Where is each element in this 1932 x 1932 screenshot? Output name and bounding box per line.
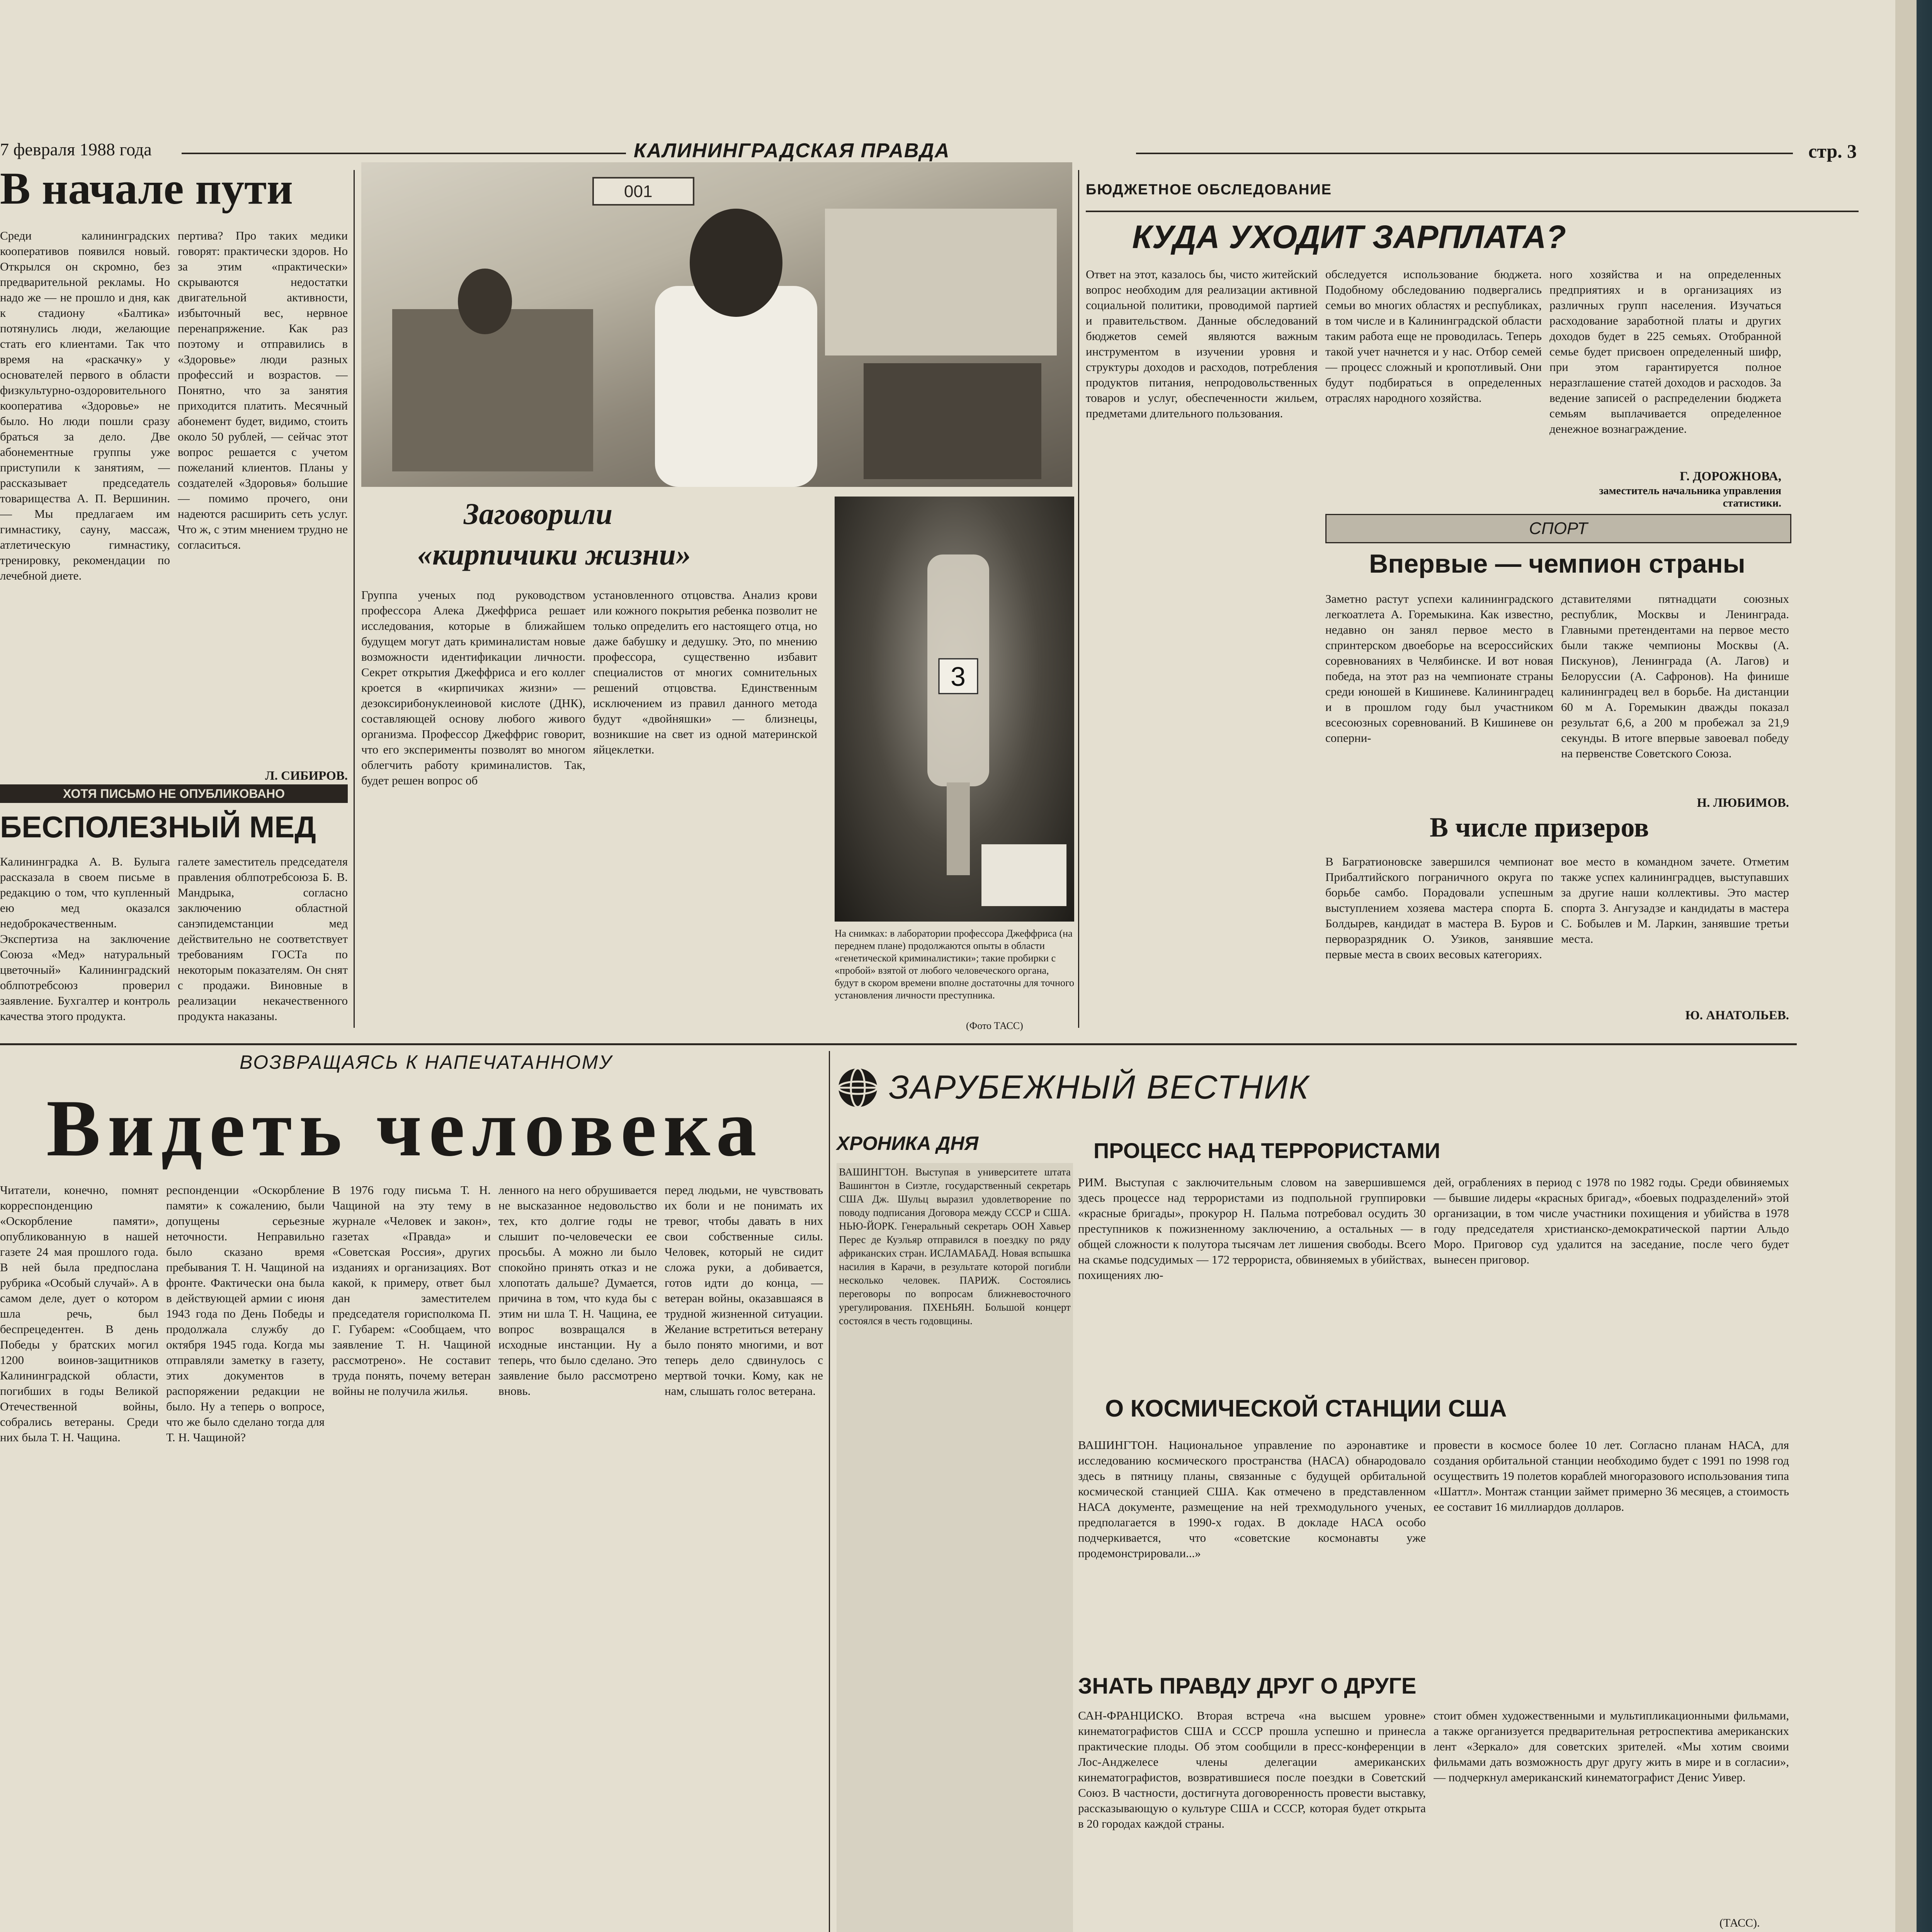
article-kirpichiki-col2: установленного отцовства. Анализ крови или кожного покрытия ребенка позволит не только определить его настоящего отца, но даже бабушку и дедушку. Это, по мнению профессора, существенно избавит специалистов от многих сомнительных решений отцовства. Единственным исключением из правил данного метода будут «двойняшки» — близнецы, возникшие на свет из одной материнской яйцеклетки. xyxy=(593,588,817,756)
lab-photo xyxy=(361,162,1072,487)
lab-photo-caption: На снимках: в лаборатории профессора Джеффриса (на переднем плане) продолжаются опыты в области «генетической криминалистики»; такие пробирки с «пробой» взятой от любого человеческого органа, будут в скором времени вполне достаточны для точного установления личности преступника. xyxy=(835,928,1074,1001)
videti-col3: В 1976 году письма Т. Н. Чащиной на эту тему в журнале «Человек и закон», газетах «Правда» и «Советская Россия», других изданиях и организациях. Вот какой, к примеру, ответ был дан заместителем председателя горисполкома П. Г. Губарем: «Сообщаем, что заявление Т. Н. Чащиной рассмотрено». Не составит труда понять, почему ветеран войны не получила жилья. xyxy=(332,1183,491,1398)
article-med-col2: галете заместитель председателя правления облпотребсоюза Б. В. Мандрыка, согласно заключению областной санэпидемстанции мед действительно не соответствует требованиям ГОСТа по некоторым показателям. Он снят с продажи. Виновные в реализации некачественного продукта наказаны. xyxy=(178,855,348,1023)
prize-col1: В Багратионовске завершился чемпионат Прибалтийского пограничного округа по борьбе самбо. Порадовали успешным выступлением хозяева мастера спорта Б. Болдырев, кандидат в мастера В. Буров и перворазрядник О. Узиков, занявшие первые места в своих весовых категориях. xyxy=(1325,855,1553,961)
budget-col3: ного хозяйства и на определенных предприятиях и в организациях из различных групп населения. Изучаться расходование заработной платы и других доходов будет в 225 семьях. Отобранной семье будет присвоен определенный шифр, при этом гарантируется полное неразглашение статей доходов и расходов. За ведение записей о распределении бюджета семьям выплачивается определенное денежное вознаграждение. xyxy=(1549,267,1781,435)
page-number: стр. 3 xyxy=(1808,140,1857,162)
archive-binder xyxy=(1917,0,1932,1932)
article-title-vpervye-chempion: Впервые — чемпион страны xyxy=(1369,549,1745,578)
process-col1: РИМ. Выступая с заключительным словом на завершившемся здесь процессе над террористами из подпольной группировки «красные бригады», прокурор Н. Пальма потребовал осудить 30 преступников к пожизненному заключению, а остальных — в общей сложности к полутора тысячам лет лишения свободы. Всего на скамье подсудимых — 172 террориста, обвиняемых в убийствах, похищениях лю- xyxy=(1078,1175,1426,1282)
usa-col2: провести в космосе более 10 лет. Согласно планам НАСА, для создания орбитальной станции необходимо будет с 1991 по 1998 год осуществить 19 полетов кораблей многоразового использования типа «Шаттл». Монтаж станции займет примерно 36 месяцев, а стоимость ее составит 16 миллиардов долларов. xyxy=(1434,1438,1789,1514)
budget-signature: Г. ДОРОЖНОВА, xyxy=(1680,469,1781,483)
videti-col2: респонденции «Оскорбление памяти» к сожалению, были допущены серьезные неточности. Неправильно было сказано время пребывания Т. Н. Чащиной на фронте. Фактически она была в действующей армии с июня 1943 года по День Победы и продолжала службу до октября 1945 года. Когда мы отправляли заметку в газету, этих документов в распоряжении редакции не было. Ну а теперь о вопросе, что же было сделано тогда для Т. Н. Чащиной? xyxy=(166,1183,325,1444)
article-title-znat-pravdu: ЗНАТЬ ПРАВДУ ДРУГ О ДРУГЕ xyxy=(1078,1673,1417,1699)
binding-strip xyxy=(1895,0,1918,1932)
test-tube-photo xyxy=(835,497,1074,922)
prize-signature: Ю. АНАТОЛЬЕВ. xyxy=(1685,1009,1789,1022)
column-rule-3 xyxy=(829,1051,830,1932)
budget-signature-title: заместитель начальника управления статистики. xyxy=(1599,485,1781,509)
videti-col5: перед людьми, не чувствовать их боли и не понимать их тревог, чтобы давать в них свои собственные силы. Человек, который не сидит сложа руки, а добивается, готов идти до конца, — ветеран войны, оказавшаяся в трудной жизненной ситуации. Желание встретиться ветерану было понято многими, и вот теперь дело сдвинулось с мертвой точки. Кому, как не нам, слышать голос ветерана. xyxy=(665,1183,823,1398)
lab-photo-label: 001 xyxy=(624,182,653,201)
sport-col1: Заметно растут успехи калининградского легкоатлета А. Горемыкина. Как известно, недавно он занял первое место в спринтерском двоеборье на всероссийских соревнованиях в Челябинске. И вот новая победа, на этот раз на чемпионате страны среди юношей в Кишиневе. Калининградец и в прошлом году был участником всесоюзных соревнований. В Кишиневе он соперни- xyxy=(1325,592,1553,745)
rubric-budget: БЮДЖЕТНОЕ ОБСЛЕДОВАНИЕ xyxy=(1086,182,1332,198)
article-title-bespoleznyi-med: БЕСПОЛЕЗНЫЙ МЕД xyxy=(0,810,316,844)
process-col2: дей, ограблениях в период с 1978 по 1982 годы. Среди обвиняемых — бывшие лидеры «красных бригад», «боевых подразделений» этой организации, в том числе участники похищения и убийства в 1978 году председателя христианско-демократической партии Альдо Моро. Приговор суд удалится на заседание, после чего будет вынесен приговор. xyxy=(1434,1175,1789,1266)
article-title-zagovorili: Заговорили xyxy=(464,497,613,531)
rubric-sport: СПОРТ xyxy=(1325,514,1791,543)
article-title-videt-cheloveka: Видеть человека xyxy=(46,1083,764,1173)
videti-col4: ленного на него обрушивается не высказанное недовольство тех, кто долгие годы не слышит по-человечески ее просьбы. А можно ли было спокойно принять отказ и не хлопотать дальше? Думается, причина в том, что куда бы с этим ни шла Т. Н. Чащина, ее вопрос возвращался в исходные инстанции. Ну а теперь, что было сделано. Это заявление было рассмотрено вновь. xyxy=(498,1183,657,1398)
article-med-col1: Калининградка А. В. Булыга рассказала в своем письме в редакцию о том, что купленный ею мед оказался недоброкачественным. Экспертиза на заключение Союза «Мед» натуральный цветочный» Калининградский облпотребсоюз проверил заявление. Бухгалтер и контроль качества этого продукта. xyxy=(0,855,170,1023)
masthead-rule-left xyxy=(182,153,626,154)
sport-col2: дставителями пятнадцати союзных республик, Москвы и Ленинграда. Главными претендентами на первое место были также чемпионы Москвы (А. Пискунов), Ленинграда (А. Лагов) и Белоруссии (А. Сафронов). На финише калининградец вел в борьбе. На дистанции 60 м А. Горемыкин дважды показал результат 6,6, а 200 м пробежал за 21,9 секунды. В итоге впервые завоевал победу на первенстве Советского Союза. xyxy=(1561,592,1789,760)
issue-date: 7 февраля 1988 года xyxy=(0,139,152,159)
globe-icon xyxy=(837,1066,879,1109)
videti-col1: Читатели, конечно, помнят корреспонденцию «Оскорбление памяти», опубликованную в нашей газете 24 мая прошлого года. В ней была предпослана рубрика «Особый случай». А в самом деле, дует о котором шла речь, был беспрецедентен. В день Победы у братских могил 1200 воинов-защитников Калининградской области, погибших в годы Великой Отечественной войны, собрались ветераны. Среди них была Т. Н. Чащина. xyxy=(0,1183,158,1444)
kicker-pismo: ХОТЯ ПИСЬМО НЕ ОПУБЛИКОВАНО xyxy=(0,784,348,803)
article-title-process: ПРОЦЕСС НАД ТЕРРОРИСТАМИ xyxy=(1094,1138,1440,1163)
budget-col1: Ответ на этот, казалось бы, чисто житейский вопрос необходим для реализации активной социальной политики, проводимой партией и правительством. Данные обследований бюджетов семей являются важным инструментом в изучении уровня и структуры доходов и расходов, потребления продуктов питания, непродовольственных товаров и услуг, обеспеченности жильем, предметами длительного пользования. xyxy=(1086,267,1318,420)
chronicle-title: ХРОНИКА ДНЯ xyxy=(837,1133,979,1154)
sport-signature: Н. ЛЮБИМОВ. xyxy=(1697,796,1789,810)
lab-photo-drawing xyxy=(361,162,1072,487)
article-v-nachale-puti-col1: Среди калининградских кооперативов появился новый. Открылся он скромно, без предварительной рекламы. Но надо же — не прошло и дня, как к стадиону «Балтика» потянулись люди, желающие стать его клиентами. Так что время на «раскачку» у основателей первого в области физкультурно-оздоровительного кооператива «Здоровье» не было. Но люди пошли сразу браться за дело. Две абонементные группы уже приступили к занятиям, — рассказывает председатель товарищества А. П. Вершинин. — Мы предлагаем им гимнастику, сауну, массаж, атлетическую гимнастику, тренировку, рекомендации по лечебной диете. xyxy=(0,229,170,582)
article-v-nachale-puti-col2: пертива? Про таких медики говорят: практически здоров. Но за этим «практически» скрываются недостатки двигательной активности, избыточный вес, нервное перенапряжение. Как раз поэтому и отправились в «Здоровье» люди разных профессий и возрастов. — Понятно, что за занятия приходится платить. Месячный абонемент будет, видимо, стоить около 50 рублей, — сейчас этот вопрос решается с учетом пожеланий клиентов. Планы у создателей «Здоровья» большие — помимо прочего, они надеются расширить сеть услуг. Что ж, с этим мнением трудно не согласиться. xyxy=(178,229,348,551)
article-v-nachale-puti-signature: Л. СИБИРОВ. xyxy=(265,769,348,783)
newspaper-name: КАЛИНИНГРАДСКАЯ ПРАВДА xyxy=(634,139,950,162)
article-kirpichiki-col1: Группа ученых под руководством профессора Алека Джеффриса решает исследования, которые в ближайшем будущем могут дать криминалистам новые возможности идентификации личности. Секрет открытия Джеффриса и его коллег кроется в «кирпичиках жизни» — дезоксирибонуклеиновой кислоте (ДНК), составляющей основу любого живого организма. Профессор Джеффрис говорит, что его эксперименты позволят во многом облегчить работу криминалистов. Так, будет решен вопрос об xyxy=(361,588,585,787)
column-rule-1 xyxy=(354,170,355,1028)
chronicle-text: ВАШИНГТОН. Выступая в университете штата Вашингтон в Сиэтле, государственный секретарь США Дж. Шульц выразил удовлетворение по поводу подписания Договора между СССР и США. НЬЮ-ЙОРК. Генеральный секретарь ООН Хавьер Перес де Куэльяр отправился в поездку по ряду африканских стран. ИСЛАМАБАД. Новая вспышка насилия в Карачи, в результате которой погибли несколько человек. ПАРИЖ. Состоялись переговоры по вопросам ближневосточного урегулирования. ПХЕНЬЯН. Большой концерт состоялся в честь годовщины. xyxy=(837,1163,1073,1932)
kicker-vozvrashchayas: ВОЗВРАЩАЯСЬ К НАПЕЧАТАННОМУ xyxy=(240,1051,613,1073)
znat-credit: (ТАСС). xyxy=(1719,1917,1760,1929)
usa-col1: ВАШИНГТОН. Национальное управление по аэронавтике и исследованию космического пространства (НАСА) обнародовало здесь в пятницу планы, связанные с будущей орбитальной космической станцией США. Как отмечено в представленном НАСА документе, размещение на ней трехмодульного ученых, предполагается в 1990-х годах. В докладе НАСА особо подчеркивается, что «советские космонавты уже продемонстрировали...» xyxy=(1078,1438,1426,1560)
column-rule-2 xyxy=(1078,170,1079,1028)
budget-rule xyxy=(1086,211,1859,212)
article-title-v-nachale-puti: В начале пути xyxy=(0,163,293,214)
svg-text:3: 3 xyxy=(951,662,966,692)
test-tube-drawing xyxy=(835,497,1074,922)
article-title-v-chisle-prizerov: В числе призеров xyxy=(1430,812,1649,843)
masthead-rule-right xyxy=(1136,153,1793,154)
lab-photo-credit: (Фото ТАСС) xyxy=(966,1020,1023,1031)
globe-icon-svg xyxy=(837,1066,879,1109)
znat-col1: САН-ФРАНЦИСКО. Вторая встреча «на высшем уровне» кинематографистов США и СССР прошла успешно и принесла практические плоды. Об этом сообщили в пресс-конференции в Лос-Анджелесе члены делегации американских кинематографистов, возвратившиеся после поездки в Советский Союз. В частности, достигнута договоренность провести выставку, рассказывающую о культуре США и СССР, которая будет открыта в 20 городах каждой страны. xyxy=(1078,1709,1426,1830)
article-title-kirpichiki: «кирпичики жизни» xyxy=(417,537,691,571)
prize-col2: вое место в командном зачете. Отметим также успех калининградцев, выступавших за другие наши коллективы. Это мастер спорта З. Ангузадзе и кандидаты в мастера С. Бобылев и М. Ларкин, занявшие третьи места. xyxy=(1561,855,1789,946)
article-title-kosmicheskaya-stanciya: О КОСМИЧЕСКОЙ СТАНЦИИ США xyxy=(1105,1395,1507,1422)
section-rule xyxy=(0,1043,1797,1045)
section-title-zarubezhnyi-vestnik: ЗАРУБЕЖНЫЙ ВЕСТНИК xyxy=(889,1069,1310,1106)
budget-col2: обследуется использование бюджета. Подобному обследованию подвергались семьи во многих областях и республиках, в том числе и в Калининградской области таким работа еще не проводилась. Теперь такой учет начнется и у нас. Отбор семей — процесс сложный и кропотливый. Они будут подбираться в определенных отраслях народного хозяйства. xyxy=(1325,267,1542,405)
znat-col2: стоит обмен художественными и мультипликационными фильмами, а также организуется предварительная ретроспектива американских лент «Зеркало» для советских зрителей. «Мы хотим своими фильмами дать возможность друг другу жить в мире и в согласии», — подчеркнул американский кинематографист Денис Уивер. xyxy=(1434,1709,1789,1784)
article-title-kuda-uhodit-zarplata: КУДА УХОДИТ ЗАРПЛАТА? xyxy=(1132,219,1566,255)
